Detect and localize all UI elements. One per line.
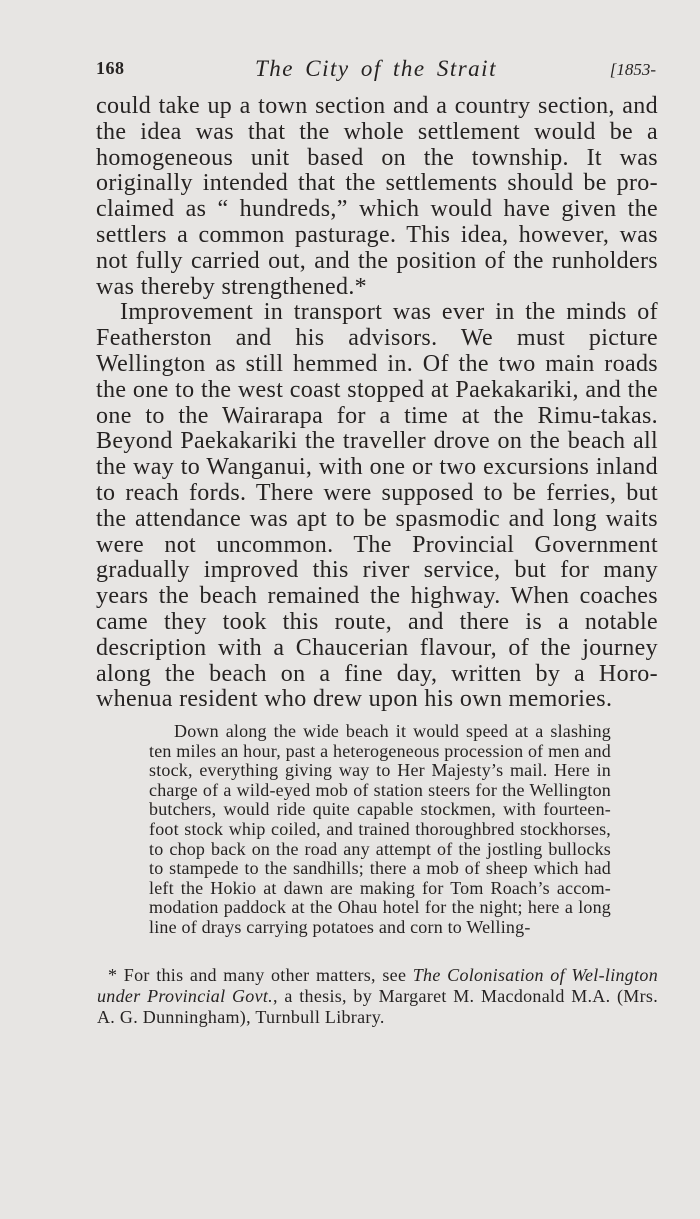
body-text: [96, 94, 658, 713]
footnote: [97, 965, 658, 1028]
footnote-marker: * For this and many other matters, see: [108, 965, 413, 985]
year-marker: [1853-: [609, 60, 656, 79]
paragraph-transport: Improvement in transport was ever in the minds of Featherston and his advisors. We must picture Wellington as still hemmed in. Of the two main roads the one to the west coast stopped at Paekakariki, and the one to the Wairarapa for a time at the Rimu-takas. Beyond Paekakariki the traveller drove on the beach all the way to Wanganui, with one or two excursions inland to reach fords. There were supposed to be ferries, but the attendance was apt to be spasmodic and long waits were not uncommon. The Provincial Government gradually improved this river service, but for many years the beach remained the highway. When coaches came they took this route, and there is a notable description with a Chaucerian flavour, of the journey along the beach on a fine day, written by a Horo-whenua resident who drew upon his own memories.: [96, 299, 658, 713]
book-title: The City of the Strait: [255, 56, 497, 81]
footnote-details: , a thesis, by Margaret M. Macdonald M.A. (Mrs. A. G. Dunningham), Turnbull Library.: [97, 986, 658, 1027]
running-head: [96, 56, 656, 88]
paragraph-settlement: could take up a town section and a country section, and the idea was that the whole settlement would be a homogeneous unit based on the township. It was originally intended that the settlements should be pro-claimed as “ hundreds,” which would have given the settlers a common pasturage. This idea, however, was not fully carried out, and the position of the runholders was thereby strengthened.*: [96, 93, 658, 300]
page-number: 168: [96, 58, 125, 78]
block-quote: Down along the wide beach it would speed at a slashing ten miles an hour, past a heterogeneous procession of men and stock, everything giving way to Her Majesty’s mail. Here in charge of a wild-eyed mob of station steers for the Wellington butchers, would ride quite capable stockmen, with fourteen-foot stock whip coiled, and trained thoroughbred stockhorses, to chop back on the road any attempt of the jostling bullocks to stampede to the sandhills; there a mob of sheep which had left the Hokio at dawn are making for Tom Roach’s accom-modation paddock at the Ohau hotel for the night; here a long line of drays carrying potatoes and corn to Welling-: [149, 721, 611, 937]
footnote-work-title: The Colonisation of Wel-lington under Provincial Govt.: [97, 965, 658, 1006]
